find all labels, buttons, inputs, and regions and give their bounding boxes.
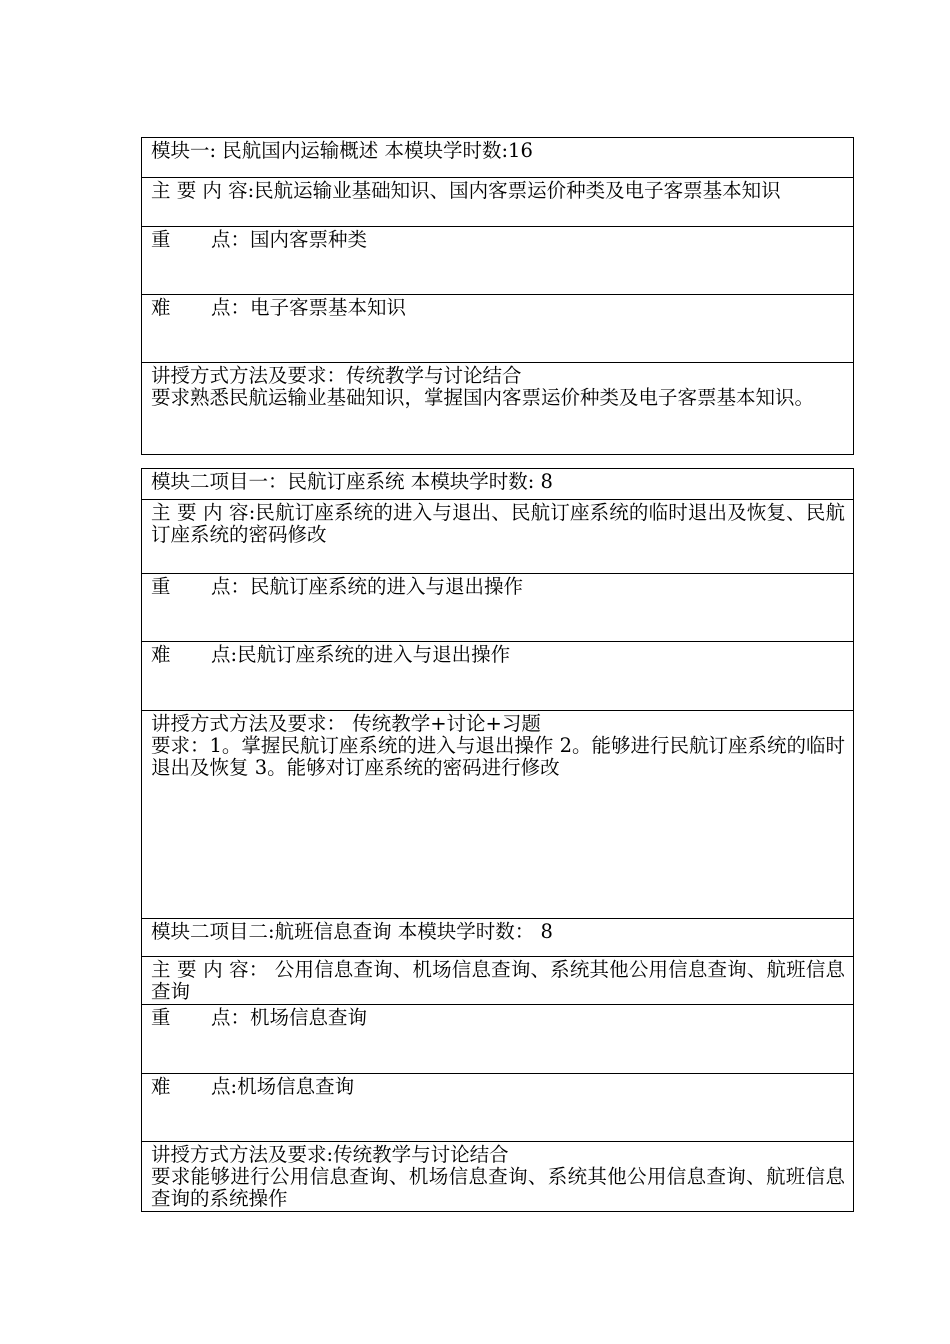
module2-item1-title-cell (142, 469, 853, 499)
key-point-label: 重 (151, 575, 171, 598)
module2-item1-key-point-cell (142, 573, 853, 641)
module2-item1-key-point: 点：民航订座系统的进入与退出操作 (211, 575, 524, 598)
module1-requirement: 要求熟悉民航运输业基础知识，掌握国内客票运价种类及电子客票基本知识。 (151, 386, 815, 409)
module2-item2-key-point: 点：机场信息查询 (211, 1006, 368, 1029)
module1-content: 主 要 内 容:民航运输业基础知识、国内客票运价种类及电子客票基本知识 (151, 179, 781, 202)
module2-item1-method: 讲授方式方法及要求： 传统教学+讨论+习题 (151, 712, 541, 735)
module2-item1-content: 主 要 内 容:民航订座系统的进入与退出、民航订座系统的临时退出及恢复、民航订座系统的密码修改 (151, 501, 845, 546)
module1-table (141, 137, 854, 455)
module2-item2-difficult-point: 点:机场信息查询 (211, 1075, 355, 1098)
module2-item1-method-cell (142, 710, 853, 918)
module2-item1-content-cell (142, 499, 853, 573)
module2-item2-requirement: 要求能够进行公用信息查询、机场信息查询、系统其他公用信息查询、航班信息查询的系统操作 (151, 1165, 845, 1210)
module2-item2-content: 主 要 内 容： 公用信息查询、机场信息查询、系统其他公用信息查询、航班信息查询 (151, 958, 845, 1003)
key-point-label: 重 (151, 228, 171, 251)
module2-item2-title: 模块二项目二:航班信息查询 本模块学时数： 8 (151, 920, 553, 943)
module1-key-point: 点：国内客票种类 (211, 228, 368, 251)
module1-title-cell (142, 138, 853, 177)
module2-item2-method: 讲授方式方法及要求:传统教学与讨论结合 (151, 1143, 509, 1166)
module2-item2-content-cell (142, 956, 853, 1004)
module2-item1-difficult-point: 点:民航订座系统的进入与退出操作 (211, 643, 511, 666)
module1-title: 模块一: 民航国内运输概述 本模块学时数:16 (151, 139, 533, 162)
difficult-point-label: 难 (151, 1075, 171, 1098)
module1-method-cell (142, 362, 853, 454)
difficult-point-label: 难 (151, 643, 171, 666)
module2-item2-key-point-cell (142, 1004, 853, 1073)
difficult-point-label: 难 (151, 296, 171, 319)
module2-item1-title: 模块二项目一：民航订座系统 本模块学时数: 8 (151, 470, 553, 493)
module1-method: 讲授方式方法及要求：传统教学与讨论结合 (151, 364, 522, 387)
module2-table (141, 468, 854, 1212)
module2-item2-method-cell (142, 1141, 853, 1211)
module1-difficult-point: 点：电子客票基本知识 (211, 296, 407, 319)
module1-content-cell (142, 177, 853, 226)
module1-key-point-cell (142, 226, 853, 294)
key-point-label: 重 (151, 1006, 171, 1029)
module1-difficult-point-cell (142, 294, 853, 362)
module2-item2-difficult-point-cell (142, 1073, 853, 1141)
module2-item1-requirement: 要求：1。掌握民航订座系统的进入与退出操作 2。能够进行民航订座系统的临时退出及恢复 3。能够对订座系统的密码进行修改 (151, 734, 846, 779)
module2-item2-title-cell (142, 918, 853, 956)
module2-item1-difficult-point-cell (142, 641, 853, 710)
